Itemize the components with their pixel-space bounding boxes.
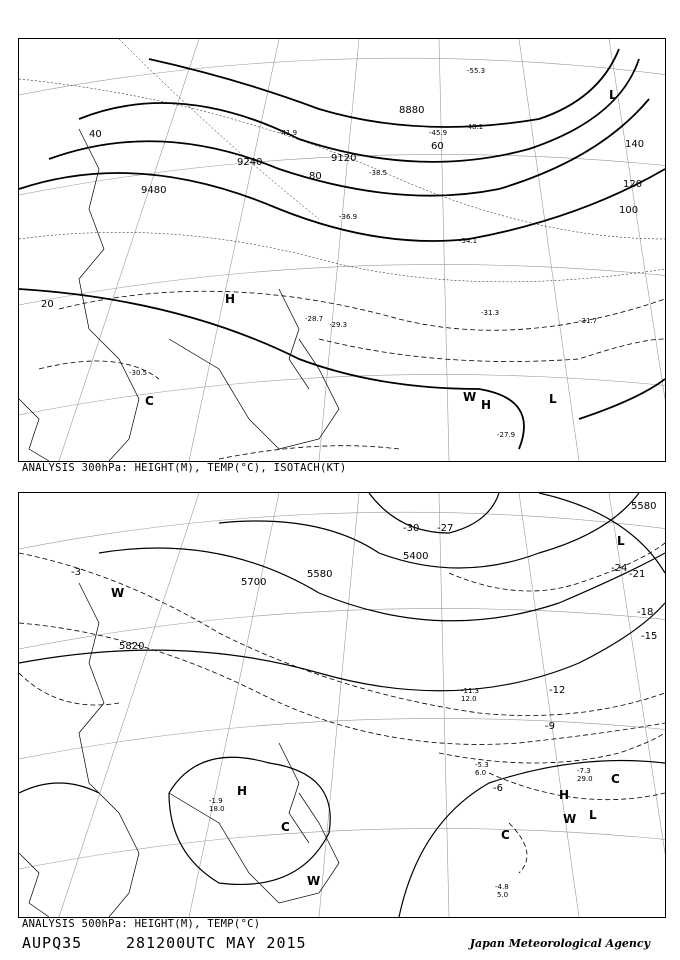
- temp-label: -55.3: [467, 67, 486, 75]
- height-contours-300: [19, 49, 665, 449]
- height-label: 8880: [399, 105, 425, 116]
- temp-label: -31.3: [481, 309, 500, 317]
- temp-label: -45.9: [429, 129, 448, 137]
- station-value: 12.0: [461, 695, 477, 703]
- temp-label: -3: [71, 567, 81, 578]
- low-center: L: [609, 88, 617, 102]
- chart-id: AUPQ35: [22, 934, 83, 952]
- temp-label: -36.9: [339, 213, 358, 221]
- height-label: 9240: [237, 157, 263, 168]
- isotach-label: 80: [309, 171, 322, 182]
- temp-label: -30: [403, 523, 420, 534]
- warm-center: W: [111, 586, 125, 600]
- height-contours-500: [19, 493, 665, 917]
- temp-label: -6: [493, 783, 503, 794]
- warm-center: W: [307, 874, 321, 888]
- temp-label: -30.5: [129, 369, 148, 377]
- caption-500hpa: ANALYSIS 500hPa: HEIGHT(M), TEMP(°C): [22, 918, 261, 930]
- agency-name: Japan Meteorological Agency: [469, 937, 650, 950]
- height-label: 9120: [331, 153, 357, 164]
- graticule-300: [19, 39, 665, 461]
- station-value: 29.0: [577, 775, 593, 783]
- isotach-label: 120: [623, 179, 643, 190]
- high-center: H: [481, 398, 492, 412]
- height-label: 5400: [403, 551, 429, 562]
- station-value: -11.3: [461, 687, 480, 695]
- temp-label: -9: [545, 721, 555, 732]
- temp-label: -24: [611, 563, 628, 574]
- warm-center: W: [463, 390, 477, 404]
- temp-label: -48.1: [465, 123, 484, 131]
- height-label: 5580: [307, 569, 333, 580]
- low-center: L: [617, 534, 625, 548]
- station-value: 5.0: [497, 891, 509, 899]
- isotach-label: 40: [89, 129, 102, 140]
- station-value: -5.3: [475, 761, 489, 769]
- temp-label: -15: [641, 631, 658, 642]
- low-center: L: [549, 392, 557, 406]
- map-500hpa: [18, 492, 666, 918]
- high-center: H: [237, 784, 248, 798]
- cold-center: C: [611, 772, 620, 786]
- station-value: 18.0: [209, 805, 225, 813]
- height-label: 5820: [119, 641, 145, 652]
- temp-label: -38.5: [369, 169, 388, 177]
- cold-center: C: [501, 828, 510, 842]
- station-value: -7.3: [577, 767, 591, 775]
- station-value: -1.9: [209, 797, 223, 805]
- temp-label: -28.7: [305, 315, 324, 323]
- cold-center: C: [145, 394, 154, 408]
- temp-label: -31.7: [579, 317, 598, 325]
- graticule-500: [19, 493, 665, 917]
- height-label: 5700: [241, 577, 267, 588]
- height-label: 9480: [141, 185, 167, 196]
- station-value: 6.0: [475, 769, 487, 777]
- temp-label: -27.9: [497, 431, 516, 439]
- temp-label: -12: [549, 685, 566, 696]
- high-center: H: [225, 292, 236, 306]
- temp-label: -34.1: [459, 237, 478, 245]
- temp-label: -21: [629, 569, 646, 580]
- isotach-label: 60: [431, 141, 444, 152]
- cold-center: C: [281, 820, 290, 834]
- height-label: 5580: [631, 501, 657, 512]
- chart-timestamp: 281200UTC MAY 2015: [126, 934, 307, 952]
- temp-label: -29.3: [329, 321, 348, 329]
- temp-label: -18: [637, 607, 654, 618]
- labels-500: [71, 501, 657, 899]
- low-center: L: [589, 808, 597, 822]
- temp-label: -27: [437, 523, 454, 534]
- temp-label: -41.9: [279, 129, 298, 137]
- caption-300hpa: ANALYSIS 300hPa: HEIGHT(M), TEMP(°C), ISOTACH(KT): [22, 462, 347, 474]
- map-300hpa-svg: [19, 39, 665, 461]
- isotach-label: 140: [625, 139, 645, 150]
- isotach-label: 100: [619, 205, 639, 216]
- isotach-label: 20: [41, 299, 54, 310]
- warm-center: W: [563, 812, 577, 826]
- map-300hpa: [18, 38, 666, 462]
- high-center: H: [559, 788, 570, 802]
- map-500hpa-svg: [19, 493, 665, 917]
- station-value: -4.8: [495, 883, 509, 891]
